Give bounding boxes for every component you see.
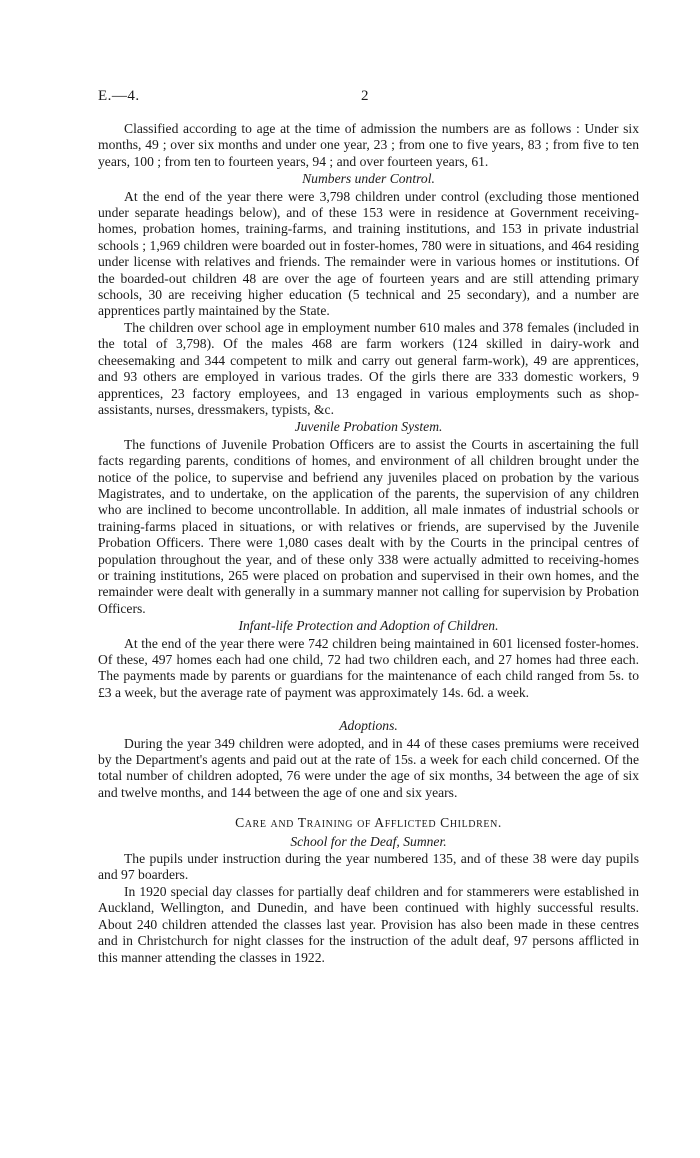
report-reference: E.—4.	[98, 88, 140, 104]
heading-school-for-deaf: School for the Deaf, Sumner.	[290, 833, 447, 849]
page-body	[98, 121, 639, 966]
heading-numbers-under-control: Numbers under Control.	[302, 171, 435, 187]
heading-adoptions: Adoptions.	[339, 718, 398, 734]
paragraph-deaf-pupils: The pupils under instruction during the year numbered 135, and of these 38 were day pupils and 97 boarders.	[98, 851, 639, 883]
paragraph-age-classification: Classified according to age at the time of admission the numbers are as follows : Under six months, 49 ; over six months and under one year, 23 ; from one to five years, 83 ; from five to ten years, 100 ; from ten to fourteen years, 94 ; and over fourteen years, 61.	[98, 121, 639, 169]
page-header	[98, 88, 638, 110]
heading-care-and-training: Care and Training of Afflicted Children.	[235, 815, 502, 831]
paragraph-juvenile-probation: The functions of Juvenile Probation Officers are to assist the Courts in ascertaining the full facts regarding parents, conditions of homes, and environment of all children brought under the notice of the police, to supervise and befriend any juveniles placed on probation by the various Magistrates, and to undertake, on the application of the parents, the supervision of any children who are inclined to become uncontrollable. In addition, all male inmates of industrial schools or training-farms placed in situations, or with relatives or friends, are supervised by the Juvenile Probation Officers. There were 1,080 cases dealt with by the Courts in the principal centres of population throughout the year, and of these only 338 were actually admitted to receiving-homes or training institutions, 265 were placed on probation and supervised in their own homes, and the remainder were dealt with generally in a summary manner not calling for supervision by Probation Officers.	[98, 436, 639, 616]
paragraph-adoptions: During the year 349 children were adopted, and in 44 of these cases premiums were received by the Department's agents and paid out at the rate of 15s. a week for each child concerned. Of the total number of children adopted, 76 were under the age of six months, 34 between the age of six and twelve months, and 144 between the age of one and six years.	[98, 735, 639, 800]
heading-juvenile-probation: Juvenile Probation System.	[294, 419, 443, 435]
paragraph-employment: The children over school age in employment number 610 males and 378 females (included in the total of 3,798). Of the males 468 are farm workers (124 skilled in dairy-work and cheesemaking and 344 competent to milk and carry out general farm-work), 49 are apprentices, and 93 others are employed in various trades. Of the girls there are 333 domestic workers, 9 apprentices, 23 factory employees, and 13 engaged in various employments such as shop-assistants, nurses, dressmakers, typists, &c.	[98, 319, 639, 417]
heading-infant-life-protection: Infant-life Protection and Adoption of Children.	[238, 618, 499, 634]
paragraph-infant-life: At the end of the year there were 742 children being maintained in 601 licensed foster-homes. Of these, 497 homes each had one child, 72 had two children each, and 27 homes had three each. The payments made by parents or guardians for the maintenance of each child ranged from 5s. to £3 a week, but the average rate of payment was approximately 14s. 6d. a week.	[98, 635, 639, 700]
page-number: 2	[361, 88, 369, 104]
paragraph-deaf-classes: In 1920 special day classes for partially deaf children and for stammerers were established in Auckland, Wellington, and Dunedin, and have been continued with highly successful results. About 240 children attended the classes last year. Provision has also been made in these centres and in Christchurch for night classes for the instruction of the adult deaf, 97 persons afflicted in this manner attending the classes in 1922.	[98, 883, 639, 965]
paragraph-control-totals: At the end of the year there were 3,798 children under control (excluding those mentioned under separate headings below), and of these 153 were in residence at Government receiving-homes, probation homes, training-farms, and training institutions, and 153 in private industrial schools ; 1,969 children were boarded out in foster-homes, 780 were in situations, and 464 residing under license with relatives and friends. The remainder were in various homes or institutions. Of the boarded-out children 48 are over the age of fourteen years and are still attending primary schools, 30 are receiving higher education (5 technical and 25 secondary), and a number are apprentices partly maintained by the State.	[98, 188, 639, 319]
